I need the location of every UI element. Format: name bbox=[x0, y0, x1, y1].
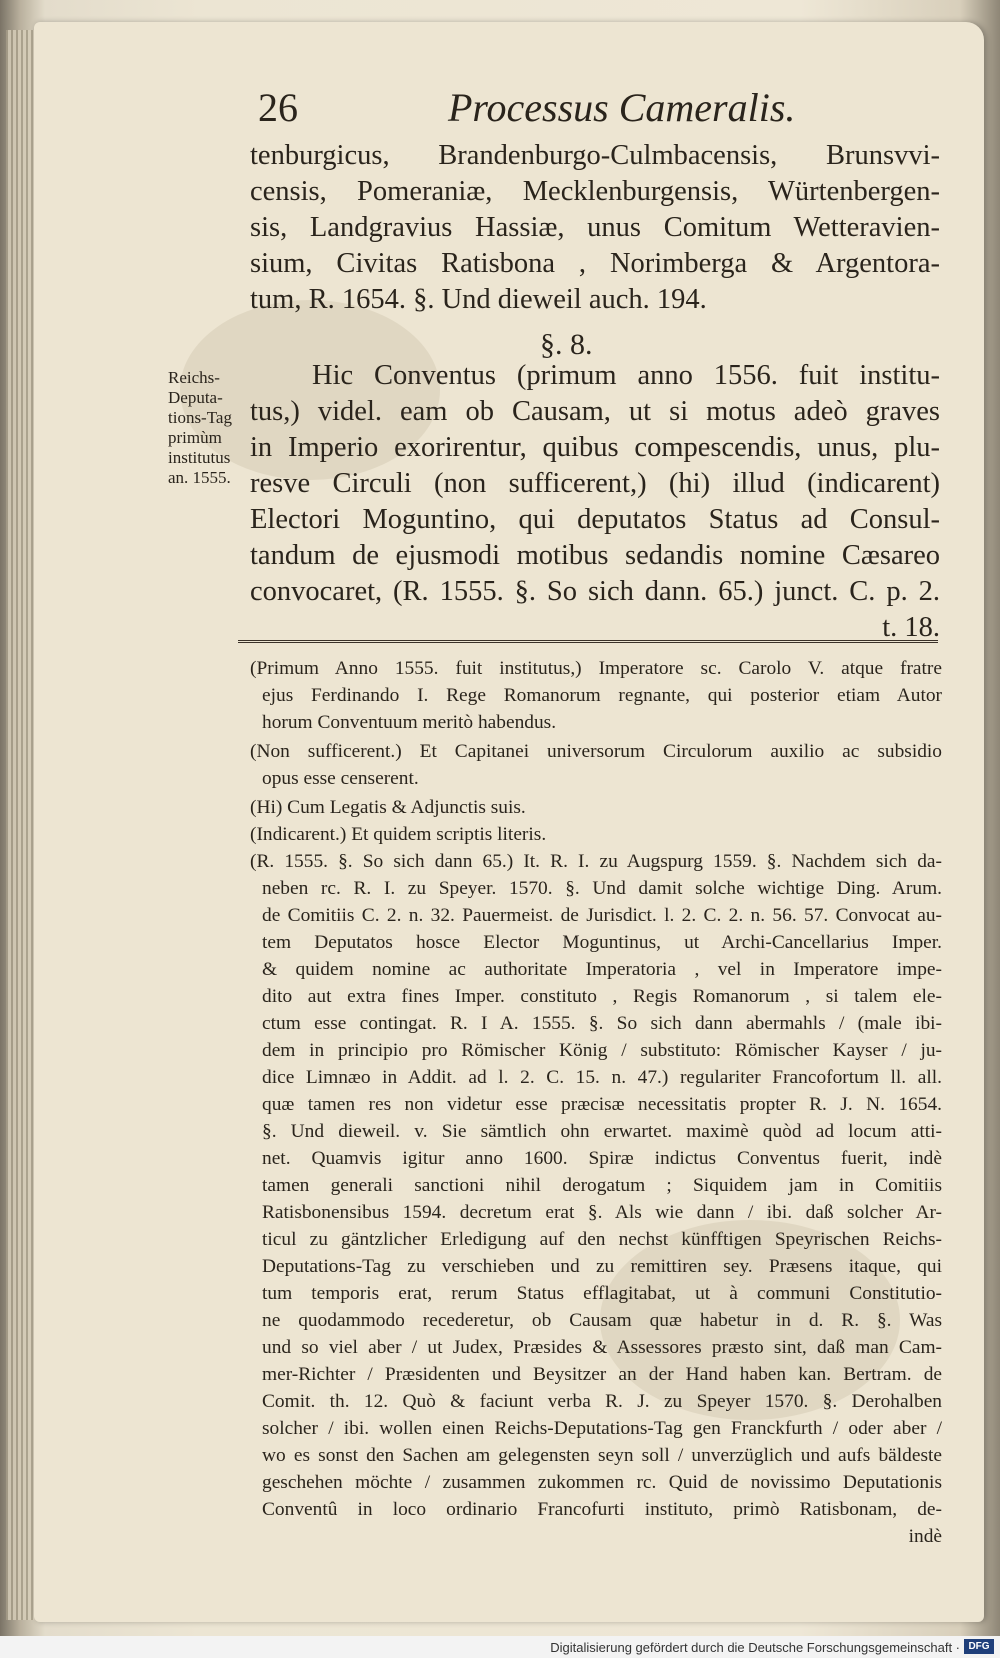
text-line: sium, Civitas Ratisbona , Norimberga & Argentora- bbox=[250, 248, 940, 279]
text-line: in Imperio exorirentur, quibus compescendis, unus, plu- bbox=[250, 432, 940, 463]
footnote-line: (Primum Anno 1555. fuit institutus,) Imperatore sc. Carolo V. atque fratre bbox=[250, 658, 942, 679]
margin-note bbox=[168, 368, 248, 488]
footnote-line: Deputations-Tag zu verschieben und zu remittiren sey. Præsens itaque, qui bbox=[262, 1256, 942, 1277]
text-line: sis, Landgravius Hassiæ, unus Comitum Wetteravien- bbox=[250, 212, 940, 243]
footnote-line: Ratisbonensibus 1594. decretum erat §. Als wie dann / ibi. daß solcher Ar- bbox=[262, 1202, 942, 1223]
paragraph-2 bbox=[250, 358, 940, 646]
text-line: tus,) videl. eam ob Causam, ut si motus adeò graves bbox=[250, 396, 940, 427]
footnote-line: geschehen möchte / zusammen zukommen rc. Quid de novissimo Deputationis bbox=[262, 1472, 942, 1493]
footnote-line: (Non sufficerent.) Et Capitanei universorum Circulorum auxilio ac subsidio bbox=[250, 741, 942, 762]
page-number: 26 bbox=[258, 85, 298, 130]
footnote-line: ne quodammodo recederetur, ob Causam quæ habetur in d. R. §. Was bbox=[262, 1310, 942, 1331]
section-heading: §. 8. bbox=[540, 328, 593, 361]
margin-note-line: Deputa- bbox=[168, 388, 223, 407]
footnote-line: mer-Richter / Præsidenten und Beysitzer an der Hand haben kan. Bertram. de bbox=[262, 1364, 942, 1385]
footnote bbox=[250, 821, 942, 848]
footnote-line: ejus Ferdinando I. Rege Romanorum regnante, qui posterior etiam Autor bbox=[262, 685, 942, 706]
footnote-line: net. Quamvis igitur anno 1600. Spiræ indictus Conventus fuerit, indè bbox=[262, 1148, 942, 1169]
footnote-line: §. Und dieweil. v. Sie sämtlich ohn erwartet. maximè quòd ad locum atti- bbox=[262, 1121, 942, 1142]
footnote-line: Conventû in loco ordinario Francofurti instituto, primò Ratisbonam, de- bbox=[262, 1499, 942, 1520]
running-title: Processus Cameralis. bbox=[448, 85, 796, 130]
footnote-line: ctum esse contingat. R. I A. 1555. §. So sich dann abermahls / (male ibi- bbox=[262, 1013, 942, 1034]
footnote-line: (Indicarent.) Et quidem scriptis literis. bbox=[250, 824, 547, 845]
margin-note-line: an. 1555. bbox=[168, 468, 231, 487]
text-line: Hic Conventus (primum anno 1556. fuit institu- bbox=[312, 360, 940, 391]
footnote-divider bbox=[238, 640, 938, 643]
footnote bbox=[250, 738, 942, 792]
footnote bbox=[250, 655, 942, 736]
footnote-line: tum temporis erat, rerum Status efflagitabat, ut à communi Constitutio- bbox=[262, 1283, 942, 1304]
footnote-line: neben rc. R. I. zu Speyer. 1570. §. Und damit solche wichtige Ding. Arum. bbox=[262, 878, 942, 899]
footnote-line: dito aut extra fines Imper. constituto , Regis Romanorum , si talem ele- bbox=[262, 986, 942, 1007]
dfg-logo: DFG bbox=[964, 1639, 994, 1654]
footnote-line: wo es sonst den Sachen am gelegensten seyn soll / unverzüglich und aufs bäldeste bbox=[262, 1445, 942, 1466]
page-header bbox=[258, 84, 795, 131]
footnote-line: de Comitiis C. 2. n. 32. Pauermeist. de Jurisdict. l. 2. C. 2. n. 56. 57. Convocat au- bbox=[262, 905, 942, 926]
footnote-line: ticul zu gäntzlicher Erledigung auf den nechst künfftigen Speyrischen Reichs- bbox=[262, 1229, 942, 1250]
margin-note-line: Reichs- bbox=[168, 368, 220, 387]
footnote-line: und so viel aber / ut Judex, Præsides & Assessores præsto sint, daß man Cam- bbox=[262, 1337, 942, 1358]
margin-note-line: primùm bbox=[168, 428, 222, 447]
footnote-line: dem in principio pro Römischer König / substituto: Römischer Kayser / ju- bbox=[262, 1040, 942, 1061]
footnote-line: dice Limnæo in Addit. ad l. 2. C. 15. n. 47.) regulariter Francofortum ll. all. bbox=[262, 1067, 942, 1088]
text-line: convocaret, (R. 1555. §. So sich dann. 65.) junct. C. p. 2. bbox=[250, 576, 940, 607]
margin-note-line: tions-Tag bbox=[168, 408, 232, 427]
book-page-edges bbox=[6, 30, 36, 1620]
footnote bbox=[250, 848, 942, 1550]
text-line: t. 18. bbox=[882, 612, 940, 643]
footnote bbox=[250, 794, 942, 821]
footnote-line: quæ tamen res non videtur esse præcisæ necessitatis propter R. J. N. 1654. bbox=[262, 1094, 942, 1115]
footnote-line: horum Conventuum meritò habendus. bbox=[262, 712, 557, 733]
footer-credit: Digitalisierung gefördert durch die Deutsche Forschungsgemeinschaft · bbox=[550, 1640, 960, 1655]
footnote-line: Comit. th. 12. Quò & faciunt verba R. J. zu Speyer 1570. §. Derohalben bbox=[262, 1391, 942, 1412]
footnote-line: solcher / ibi. wollen einen Reichs-Deputations-Tag gen Franckfurth / oder aber / bbox=[262, 1418, 942, 1439]
text-line: censis, Pomeraniæ, Mecklenburgensis, Würtenbergen- bbox=[250, 176, 940, 207]
text-line: tum, R. 1654. §. Und dieweil auch. 194. bbox=[250, 284, 707, 315]
paragraph-1 bbox=[250, 138, 940, 318]
footnote-line: opus esse censerent. bbox=[262, 768, 419, 789]
footnote-line: tem Deputatos hosce Elector Moguntinus, ut Archi-Cancellarius Imper. bbox=[262, 932, 942, 953]
footnote-line: (R. 1555. §. So sich dann 65.) It. R. I. zu Augspurg 1559. §. Nachdem sich da- bbox=[250, 851, 942, 872]
footnote-line: (Hi) Cum Legatis & Adjunctis suis. bbox=[250, 797, 526, 818]
footnote-line: & quidem nomine ac authoritate Imperatoria , vel in Imperatore impe- bbox=[262, 959, 942, 980]
text-line: tandum de ejusmodi motibus sedandis nomine Cæsareo bbox=[250, 540, 940, 571]
catchword: indè bbox=[908, 1526, 942, 1547]
text-line: tenburgicus, Brandenburgo-Culmbacensis, Brunsvvi- bbox=[250, 140, 940, 171]
footnote-line: tamen generali sanctioni nihil derogatum ; Siquidem jam in Comitiis bbox=[262, 1175, 942, 1196]
margin-note-line: institutus bbox=[168, 448, 231, 467]
text-line: resve Circuli (non sufficerent,) (hi) illud (indicarent) bbox=[250, 468, 940, 499]
text-line: Electori Moguntino, qui deputatos Status ad Consul- bbox=[250, 504, 940, 535]
